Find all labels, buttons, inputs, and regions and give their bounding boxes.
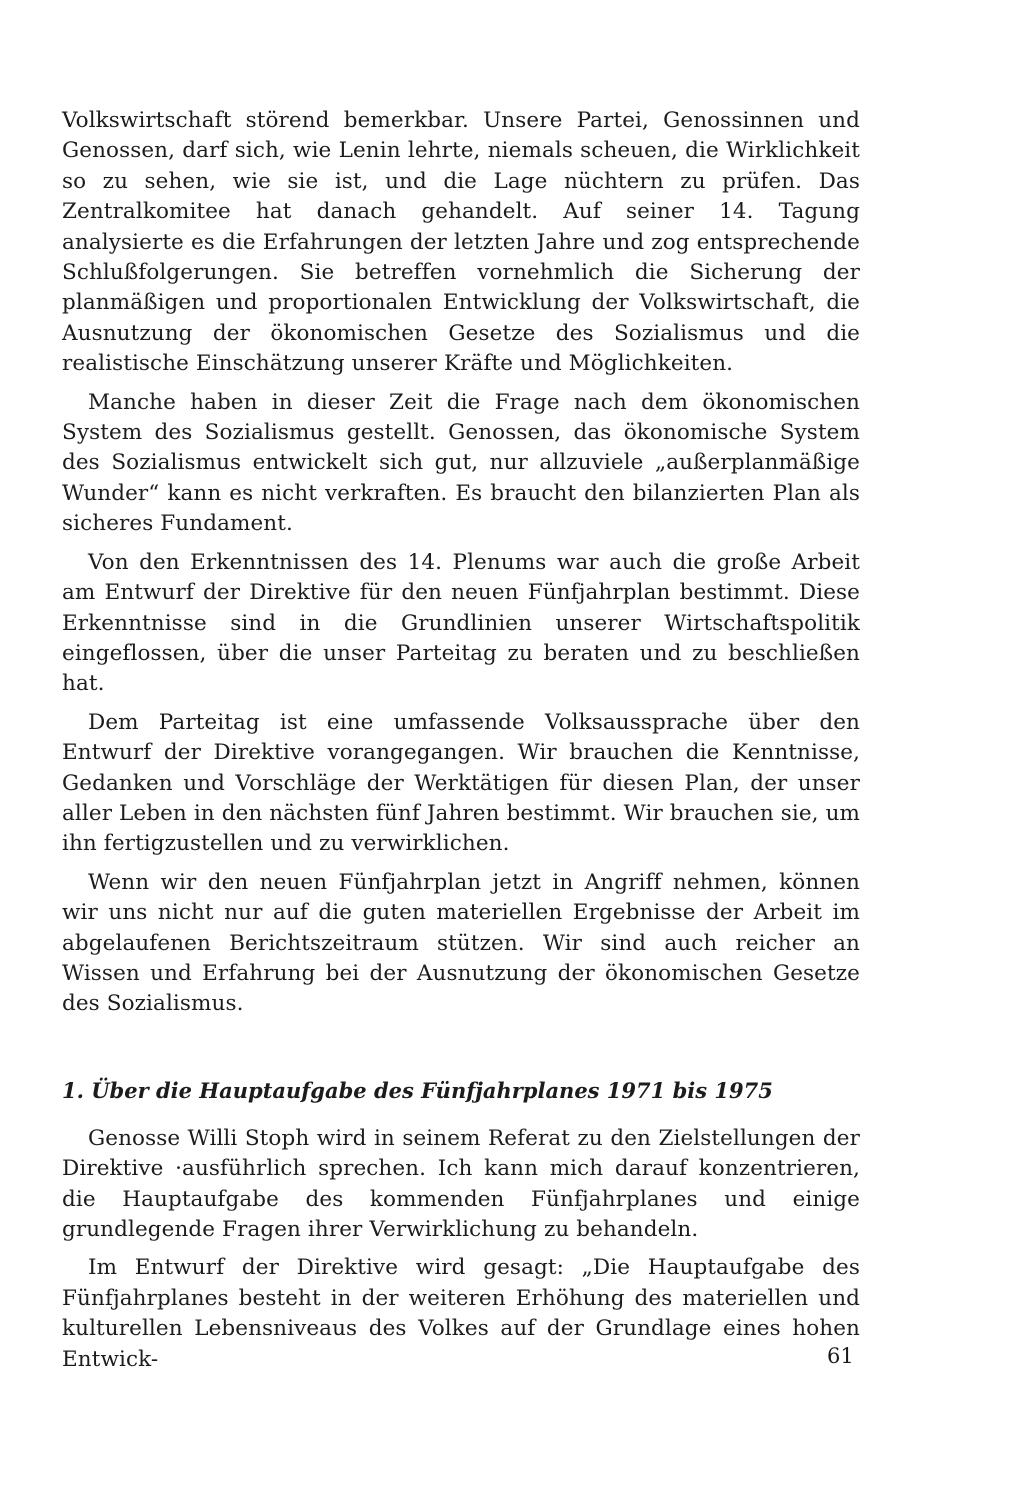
page-number: 61 bbox=[827, 1344, 854, 1368]
paragraph: Manche haben in dieser Zeit die Frage nach dem ökonomischen System des Sozialismus gestellt. Genossen, das ökonomische System des Sozialismus entwickelt sich gut, nur allzuviele „außerplanmäßige Wunder“ kann es nicht verkraften. Es braucht den bilanzierten Plan als sicheres Fundament. bbox=[62, 389, 860, 537]
paragraph: Wenn wir den neuen Fünfjahrplan jetzt in Angriff nehmen, können wir uns nicht nur auf die guten materiellen Ergebnisse der Arbeit im abgelaufenen Berichtszeitraum stützen. Wir sind auch reicher an Wissen und Erfahrung bei der Ausnutzung der ökonomischen Gesetze des Sozialismus. bbox=[62, 869, 860, 1017]
paragraph: Dem Parteitag ist eine umfassende Volksaussprache über den Entwurf der Direktive vorangegangen. Wir brauchen die Kenntnisse, Gedanken und Vorschläge der Werktätigen für diesen Plan, der unser aller Leben in den nächsten fünf Jahren bestimmt. Wir brauchen sie, um ihn fertigzustellen und zu verwirklichen. bbox=[62, 709, 860, 857]
document-page bbox=[62, 106, 860, 1375]
section-heading: 1. Über die Hauptaufgabe des Fünfjahrplanes 1971 bis 1975 bbox=[62, 1077, 773, 1103]
paragraph: Volkswirtschaft störend bemerkbar. Unsere Partei, Genossinnen und Genossen, darf sich, wie Lenin lehrte, niemals scheuen, die Wirklichkeit so zu sehen, wie sie ist, und die Lage nüchtern zu prüfen. Das Zentralkomitee hat danach gehandelt. Auf seiner 14. Tagung analysierte es die Erfahrungen der letzten Jahre und zog entsprechende Schlußfolgerungen. Sie betreffen vornehmlich die Sicherung der planmäßigen und proportionalen Entwicklung der Volkswirtschaft, die Ausnutzung der ökonomischen Gesetze des Sozialismus und die realistische Einschätzung unserer Kräfte und Möglichkeiten. bbox=[62, 108, 860, 377]
paragraph: Im Entwurf der Direktive wird gesagt: „Die Hauptaufgabe des Fünfjahrplanes besteht in der weiteren Erhöhung des materiellen und kulturellen Lebensniveaus des Volkes auf der Grundlage eines hohen Entwick- bbox=[62, 1255, 860, 1372]
paragraph: Von den Erkenntnissen des 14. Plenums war auch die große Arbeit am Entwurf der Direktive für den neuen Fünfjahrplan bestimmt. Diese Erkenntnisse sind in die Grundlinien unserer Wirtschaftspolitik eingeflossen, über die unser Parteitag zu beraten und zu beschließen hat. bbox=[62, 549, 860, 697]
paragraph: Genosse Willi Stoph wird in seinem Referat zu den Zielstellungen der Direktive ·ausführlich sprechen. Ich kann mich darauf konzentrieren, die Hauptaufgabe des kommenden Fünfjahrplanes und einige grundlegende Fragen ihrer Verwirklichung zu behandeln. bbox=[62, 1125, 860, 1242]
